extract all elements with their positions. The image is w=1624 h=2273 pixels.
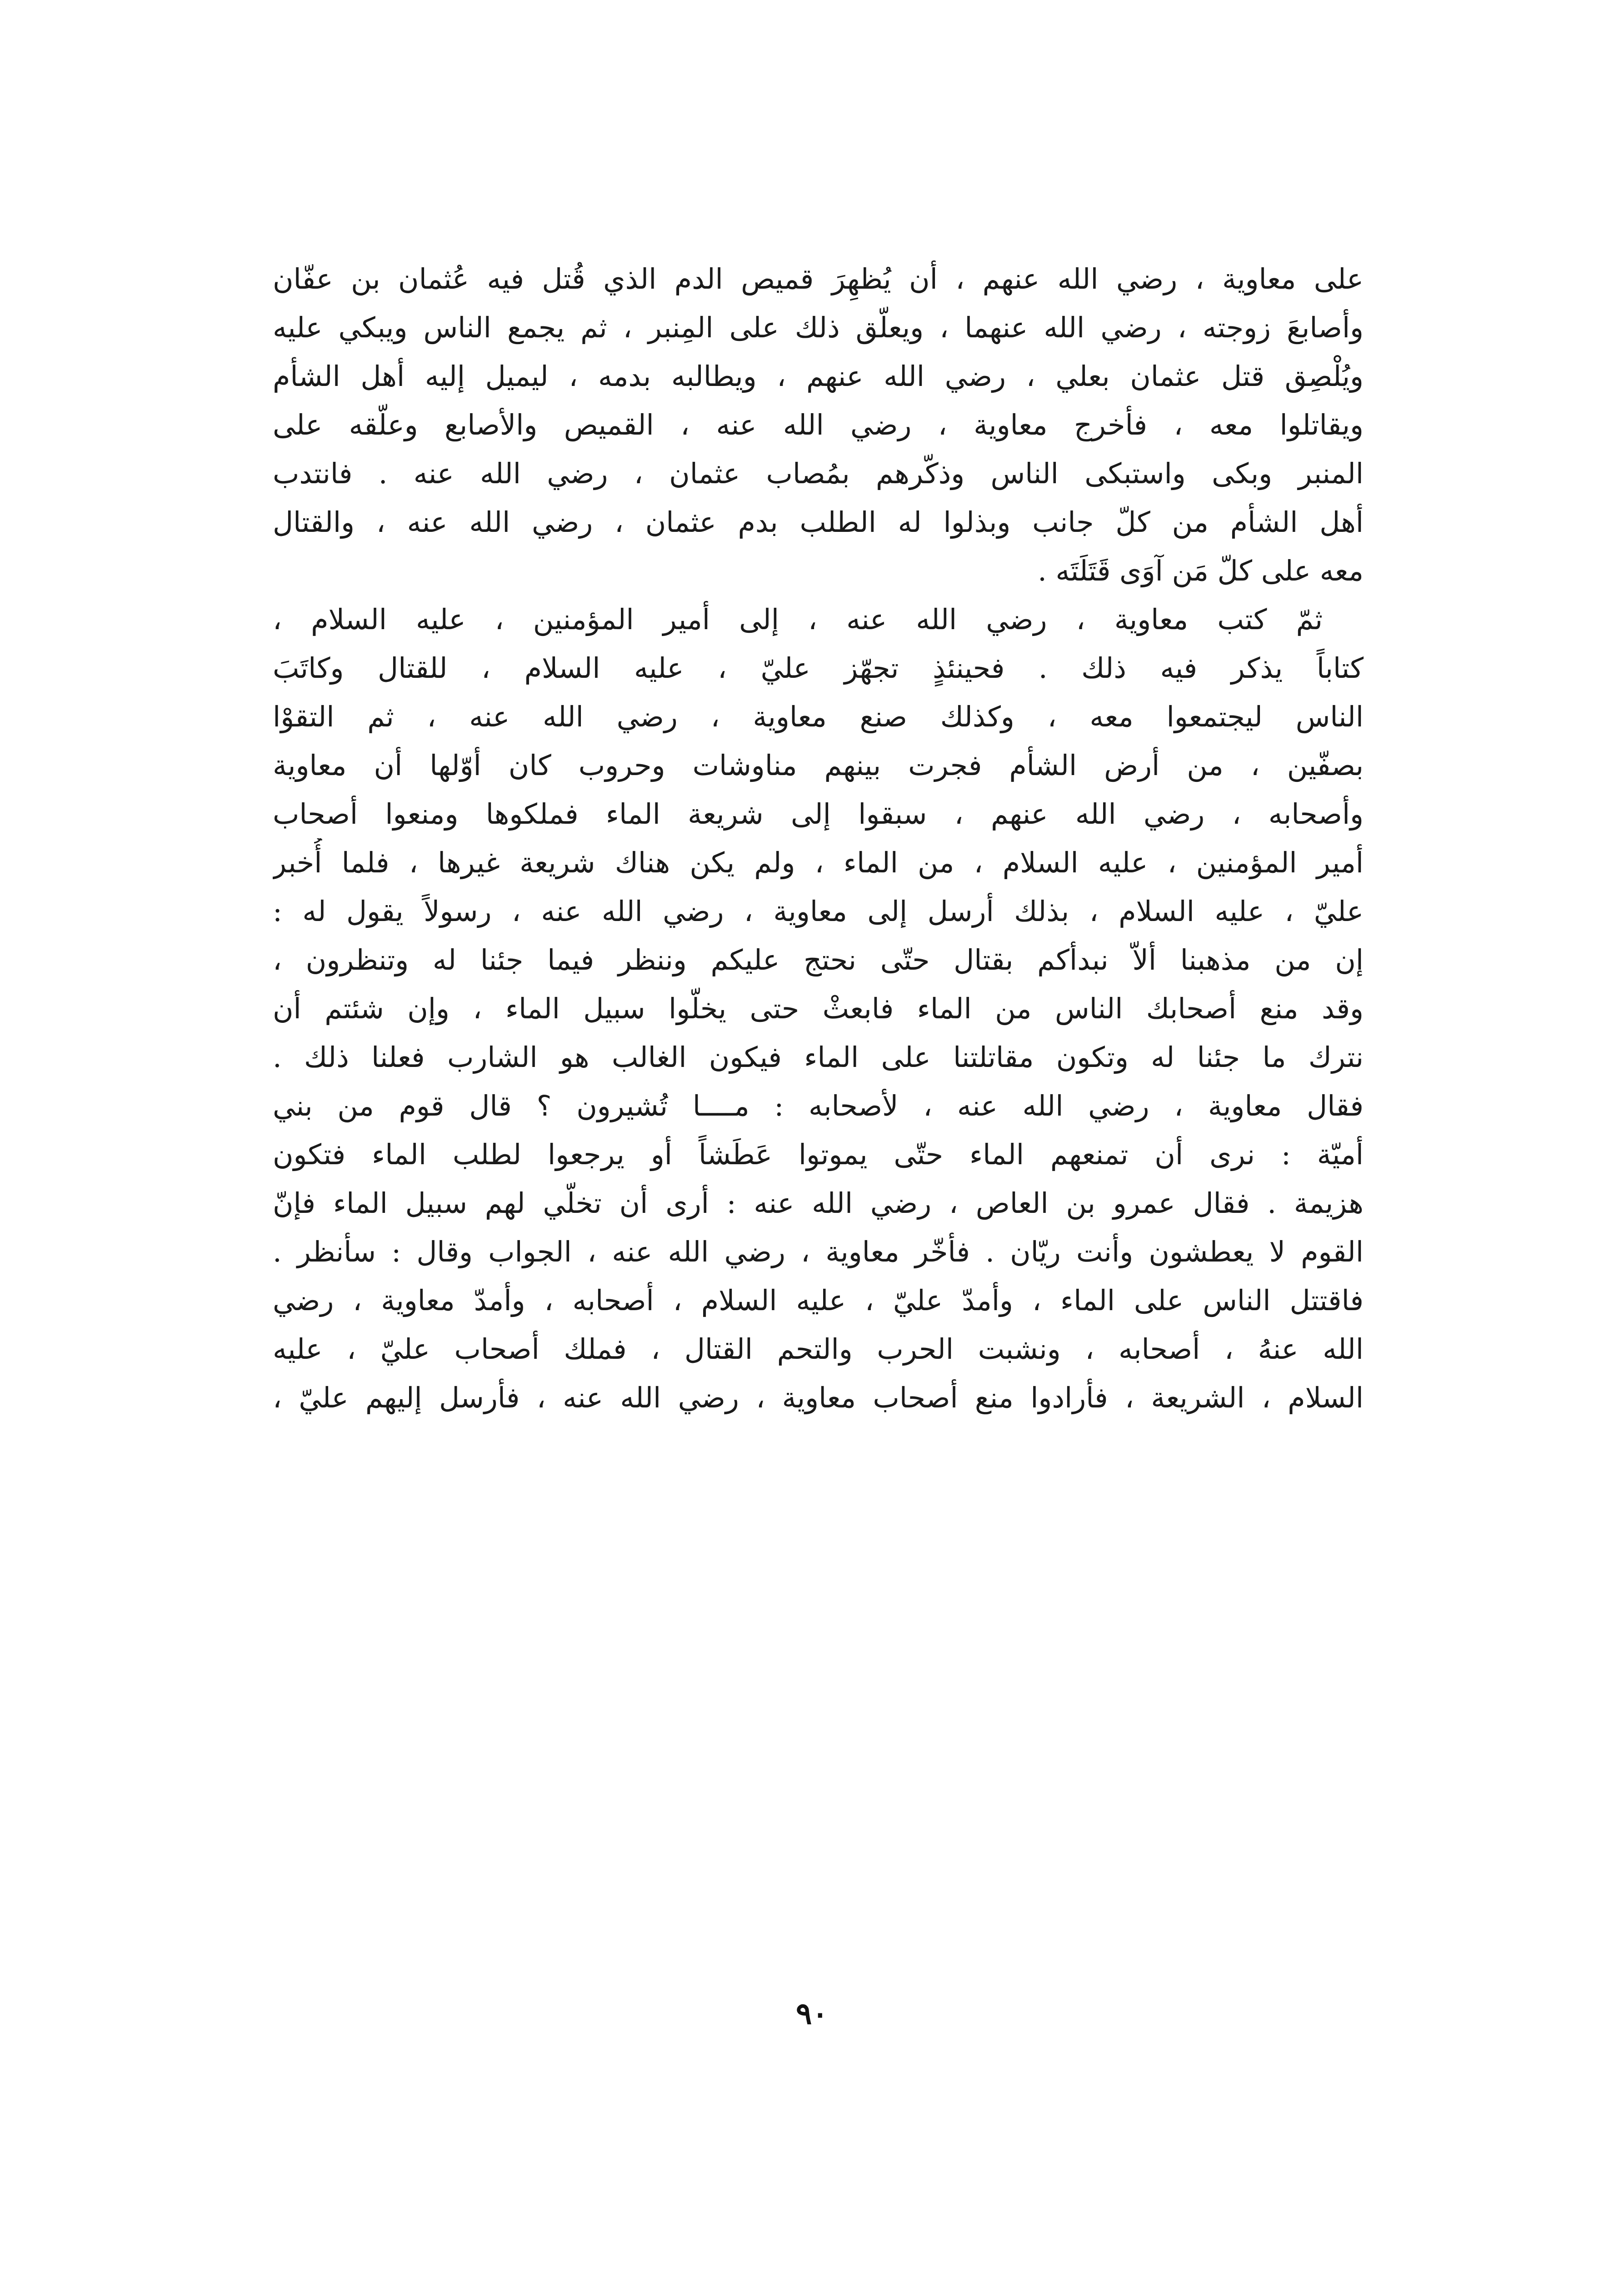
text-line: وأصابعَ زوجته ، رضي الله عنهما ، ويعلّق ذلك على المِنبر ، ثم يجمع الناس ويبكي عليه <box>273 311 1364 344</box>
text-line: على معاوية ، رضي الله عنهم ، أن يُظهِرَ قميص الدم الذي قُتل فيه عُثمان بن عفّان <box>273 262 1364 295</box>
body-text <box>273 255 1364 1422</box>
text-line: السلام ، الشريعة ، فأرادوا منع أصحاب معاوية ، رضي الله عنه ، فأرسل إليهم عليّ ، <box>273 1381 1364 1414</box>
text-line: كتاباً يذكر فيه ذلك . فحينئذٍ تجهّز عليّ ، عليه السلام ، للقتال وكاتَبَ <box>273 651 1364 685</box>
text-line: ثمّ كتب معاوية ، رضي الله عنه ، إلى أمير المؤمنين ، عليه السلام ، <box>273 603 1323 636</box>
text-line: أهل الشأم من كلّ جانب وبذلوا له الطلب بدم عثمان ، رضي الله عنه ، والقتال <box>273 506 1364 539</box>
text-line: فقال معاوية ، رضي الله عنه ، لأصحابه : مــــا تُشيرون ؟ قال قوم من بني <box>273 1089 1364 1122</box>
text-line: الله عنهُ ، أصحابه ، ونشبت الحرب والتحم القتال ، فملك أصحاب عليّ ، عليه <box>273 1332 1364 1366</box>
text-line: هزيمة . فقال عمرو بن العاص ، رضي الله عنه : أرى أن تخلّي لهم سبيل الماء فإنّ <box>273 1187 1364 1220</box>
text-line: عليّ ، عليه السلام ، بذلك أرسل إلى معاوية ، رضي الله عنه ، رسولاً يقول له : <box>273 895 1364 928</box>
text-line: بصفّين ، من أرض الشأم فجرت بينهم مناوشات وحروب كان أوّلها أن معاوية <box>273 749 1364 782</box>
text-line: وقد منع أصحابك الناس من الماء فابعثْ حتى يخلّوا سبيل الماء ، وإن شئتم أن <box>273 992 1364 1025</box>
text-line: أميّة : نرى أن تمنعهم الماء حتّى يموتوا عَطَشاً أو يرجعوا لطلب الماء فتكون <box>273 1138 1364 1171</box>
text-line: القوم لا يعطشون وأنت ريّان . فأخّر معاوية ، رضي الله عنه ، الجواب وقال : سأنظر . <box>273 1235 1364 1268</box>
text-line: وأصحابه ، رضي الله عنهم ، سبقوا إلى شريعة الماء فملكوها ومنعوا أصحاب <box>273 797 1364 831</box>
text-line: معه على كلّ مَن آوَى قَتَلَتَه . <box>1038 554 1364 587</box>
text-line: نترك ما جئنا له وتكون مقاتلتنا على الماء فيكون الغالب هو الشارب فعلنا ذلك . <box>273 1041 1364 1074</box>
page-number: ٩٠ <box>796 1996 828 2031</box>
text-line: ويُلْصِق قتل عثمان بعلي ، رضي الله عنهم ، ويطالبه بدمه ، ليميل إليه أهل الشأم <box>273 360 1364 393</box>
text-line: المنبر وبكى واستبكى الناس وذكّرهم بمُصاب عثمان ، رضي الله عنه . فانتدب <box>273 457 1364 490</box>
text-line: إن من مذهبنا ألاّ نبدأكم بقتال حتّى نحتج عليكم وننظر فيما جئنا له وتنظرون ، <box>273 943 1364 976</box>
text-line: ويقاتلوا معه ، فأخرج معاوية ، رضي الله عنه ، القميص والأصابع وعلّقه على <box>273 408 1364 441</box>
text-line: الناس ليجتمعوا معه ، وكذلك صنع معاوية ، رضي الله عنه ، ثم التقوْا <box>273 700 1364 733</box>
text-line: فاقتتل الناس على الماء ، وأمدّ عليّ ، عليه السلام ، أصحابه ، وأمدّ معاوية ، رضي <box>273 1284 1364 1317</box>
text-line: أمير المؤمنين ، عليه السلام ، من الماء ، ولم يكن هناك شريعة غيرها ، فلما أُخبر <box>273 846 1364 879</box>
